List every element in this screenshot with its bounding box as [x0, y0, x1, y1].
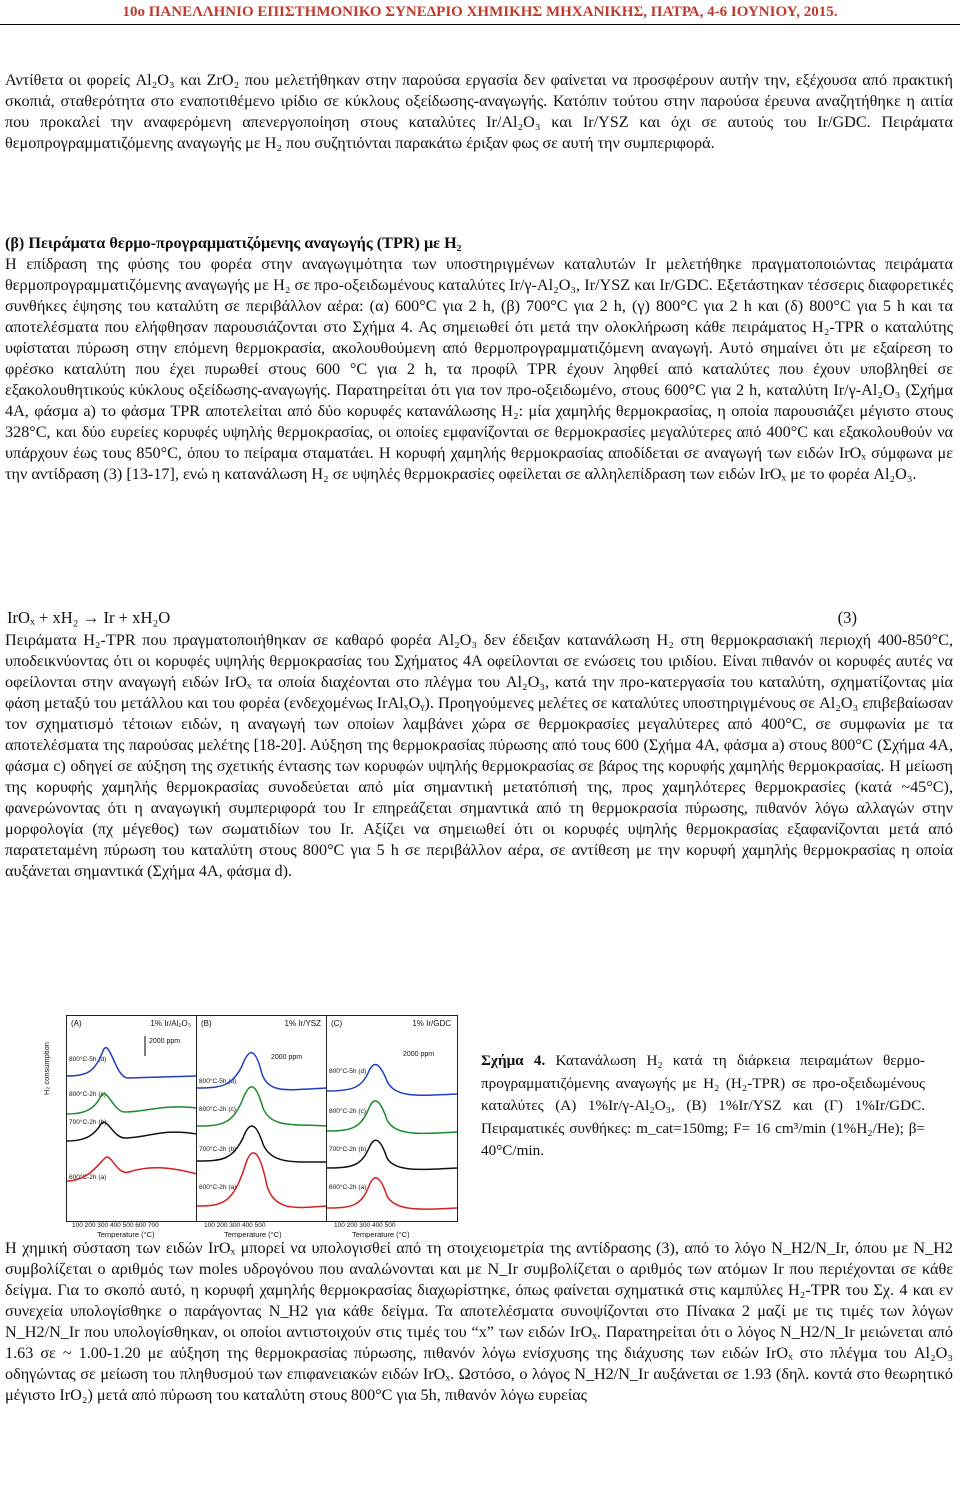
x-ticks-b: 100 200 300 400 500 [204, 1222, 266, 1229]
x-axis-label-c: Temperature (°C) [352, 1230, 410, 1239]
tpr-curves-b [197, 1016, 327, 1221]
curve-label-b: 700°C-2h (b) [199, 1146, 237, 1153]
x-ticks-a: 100 200 300 400 500 600 700 [72, 1222, 159, 1229]
equation-text: IrOₓ + xH₂ → Ir + xH₂O [7, 608, 171, 627]
x-axis-label-a: Temperature (°C) [97, 1230, 155, 1239]
curve-label-a: 600°C-2h (a) [199, 1184, 237, 1191]
conference-header: 10ο ΠΑΝΕΛΛΗΝΙΟ ΕΠΙΣΤΗΜΟΝΙΚΟ ΣΥΝΕΔΡΙΟ ΧΗΜΙΚΗΣ ΜΗΧΑΝΙΚΗΣ, ΠΑΤΡΑ, 4-6 ΙΟΥΝΙΟΥ, 2015. [122, 4, 838, 20]
panel-c [326, 1015, 458, 1222]
paragraph-4: Η χημική σύσταση των ειδών IrOₓ μπορεί να υπολογισθεί από τη στοιχειομετρία της αντίδρασης (3), από το λόγο N_H2/N_Ir, όπου με N_H2 συμβολίζεται ο αριθμός των moles υδρογόνου που αναλώνονται και με N_Ir συμβολίζεται ο αριθμός των ατόμων Ir που περιέχονται σε κάθε δείγμα. Για το σκοπό αυτό, η κορυφή χαμηλής θερμοκρασίας διαχωρίστηκε, όπως φαίνεται σχηματικά στις καμπύλες H₂-TPR του Σχ. 4 και εν συνεχεία υπολογίσθηκε ο παράγοντας N_H2 για κάθε δείγμα. Τα αποτελέσματα συνοψίζονται στο Πίνακα 2 μαζί με τις τιμές των λόγων N_H2/N_Ir που υπολογίσθηκαν, οι οποίοι αντιστοιχούν στις τιμές του “x” των ειδών IrOₓ. Παρατηρείται ότι ο λόγος N_H2/N_Ir μειώνεται από 1.63 σε ~ 1.00-1.20 με αύξηση της θερμοκρασίας πύρωσης, πιθανόν λόγω ενίσχυσης της διάχυσης των ειδών IrOₓ στο πλέγμα του Al₂O₃ οδηγώντας σε μείωση του πληθυσμού των επιφανειακών ειδών IrOₓ. Ωστόσο, ο λόγος N_H2/N_Ir αυξάνεται σε 1.93 (δηλ. κοντά στο θεωρητικό μέγιστο IrO₂) μετά από πύρωση του καταλύτη στους 800°C για 5h, πιθανόν λόγω ευρείας [5, 1239, 953, 1404]
panel-catalyst: 1% Ir/Al₂O₃ [150, 1019, 191, 1028]
x-axis-label-b: Temperature (°C) [224, 1230, 282, 1239]
curve-label-a: 600°C-2h (a) [69, 1174, 107, 1181]
caption-label: Σχήμα 4. [481, 1052, 546, 1069]
curve-label-c: 800°C-2h (c) [329, 1108, 366, 1115]
x-ticks-c: 100 200 300 400 500 [334, 1222, 396, 1229]
tpr-curves-a [67, 1016, 197, 1221]
curve-label-b: 700°C-2h (b) [329, 1146, 367, 1153]
figure-4 [42, 1015, 457, 1239]
section-b [5, 233, 953, 485]
panel-catalyst: 1% Ir/GDC [412, 1019, 451, 1028]
curve-label-d: 800°C-5h (d) [329, 1068, 367, 1075]
tpr-curves-c [327, 1016, 457, 1221]
curve-label-a: 600°C-2h (a) [329, 1184, 367, 1191]
curve-label-c: 800°C-2h (c) [199, 1106, 236, 1113]
paragraph-3: Πειράματα H₂-TPR που πραγματοποιήθηκαν σε καθαρό φορέα Al₂O₃ δεν έδειξαν κατανάλωση H₂ στη θερμοκρασιακή περιοχή 400-850°C, υποδεικνύοντας ότι οι κορυφές υψηλής θερμοκρασίας του Σχήματος 4A οφείλονται σε ενώσεις του ιριδίου. Είναι πιθανόν οι κορυφές αυτές να οφείλονται στην αναγωγή ειδών IrOₓ τα οποία διαχέονται στο πλέγμα του Al₂O₃, κατά την προ-κατεργασία του καταλύτη, σχηματίζοντας μία φάση μεταξύ του μετάλλου και του φορέα (ενδεχομένως IrAlₓOᵧ). Προηγούμενες μελέτες σε καταλύτες υποστηριγμένους σε Al₂O₃ επιβεβαίωσαν τον σχηματισμό τέτοιων ειδών, η αναγωγή των οποίων λαμβάνει χώρα σε θερμοκρασίες μεγαλύτερες από 400°C, σε συμφωνία με τα αποτελέσματα της παρούσας μελέτης [18-20]. Αύξηση της θερμοκρασίας πύρωσης από τους 600 (Σχήμα 4A, φάσμα a) στους 800°C (Σχήμα 4A, φάσμα c) οδηγεί σε αύξηση της σχετικής έντασης των κορυφών υψηλής θερμοκρασίας σε βάρος της κορυφής χαμηλής θερμοκρασίας. Η μείωση της κορυφής χαμηλής θερμοκρασίας συνοδεύεται από μία σημαντική μετατόπισή της, προς χαμηλότερες θερμοκρασίες (κατά ~45°C), φανερώνοντας ότι η αναγωγική συμπεριφορά του Ir επηρεάζεται σημαντικά από τη θερμοκρασία πύρωσης, πιθανόν λόγω αλλαγών στην μορφολογία (πχ μέγεθος) των σωματιδίων του Ir. Αξίζει να σημειωθεί ότι οι κορυφές υψηλής θερμοκρασίας εξαφανίζονται μετά από παρατεταμένη πύρωση του καταλύτη στους 800°C για 5 h σε περιβάλλον αέρα, σε αντίθεση με την κορυφή χαμηλής θερμοκρασίας η οποία αυξάνεται σημαντικά (Σχήμα 4A, φάσμα d). [5, 631, 953, 880]
equation-number: (3) [837, 608, 857, 627]
panel-label: (A) [71, 1019, 82, 1028]
paragraph-1: Αντίθετα οι φορείς Al₂O₃ και ZrO₂ που μελετήθηκαν στην παρούσα εργασία δεν φαίνεται να προσφέρουν αυτήν την, εξέχουσα από πρακτική σκοπιά, σταθερότητα στο εναποτιθέμενο ιρίδιο σε κύκλους οξείδωσης-αναγωγής. Κατόπιν τούτου στην παρούσα έρευνα αναζητήθηκε η αιτία που προκαλεί την αναφερόμενη απενεργοποίηση στους καταλύτες Ir/Al₂O₃ και Ir/YSZ και όχι σε αυτούς του Ir/GDC. Πειράματα θεμοπρογραμματιζόμενης αναγωγής με H₂ που συζητιόνται παρακάτω έριξαν φως σε αυτή την συμπεριφορά. [5, 71, 953, 152]
curve-label-c: 800°C-2h (c) [69, 1091, 106, 1098]
figure-caption [481, 1050, 925, 1163]
curve-label-b: 700°C-2h (b) [69, 1119, 107, 1126]
scale-bar-label: 2000 ppm [149, 1038, 181, 1045]
panel-a [66, 1015, 198, 1222]
section-heading: (β) Πειράματα θερμο-προγραμματιζόμενης αναγωγής (TPR) με H₂ [5, 234, 462, 252]
panel-label: (C) [331, 1019, 343, 1028]
panel-label: (B) [201, 1019, 212, 1028]
scale-bar-label: 2000 ppm [403, 1051, 435, 1058]
header-rule [0, 24, 960, 25]
paragraph-2: Η επίδραση της φύσης του φορέα στην αναγωγιμότητα των υποστηριγμένων καταλυτών Ir μελετήθηκε πραγματοποιώντας πειράματα θερμοπρογραμματιζόμενης αναγωγής με H₂ σε προ-οξειδωμένους καταλύτες Ir/γ-Al₂O₃, Ir/YSZ και Ir/GDC. Εξετάστηκαν τέσσερις διαφορετικές συνθήκες έψησης του καταλύτη σε περιβάλλον αέρα: (α) 600°C για 2 h, (β) 700°C για 2 h, (γ) 800°C για 2 h και (δ) 800°C για 5 h και τα αποτελέσματα που ελήφθησαν παρουσιάζονται στο Σχήμα 4. Ας σημειωθεί ότι μετά την ολοκλήρωση κάθε πειράματος H₂-TPR ο καταλύτης υφίσταται πύρωση στην επόμενη θερμοκρασία, ακολουθούμενη από θερμοπρογραμματιζόμενη αναγωγή. Αυτό σημαίνει ότι με εξαίρεση το φρέσκο καταλύτη που έχει πυρωθεί στους 600 °C για 2 h, τα προφίλ TPR έχουν ληφθεί από καταλύτες που έχουν υποβληθεί σε εξακολουθητικούς κύκλους οξείδωσης-αναγωγής. Παρατηρείται ότι για τον προ-οξειδωμένο, στους 600°C για 2 h, καταλύτη Ir/γ-Al₂O₃ (Σχήμα 4A, φάσμα a) το φάσμα TPR αποτελείται από δύο κορυφές κατανάλωσης H₂: μία χαμηλής θερμοκρασίας, η οποία παρουσιάζει μέγιστο στους 328°C, και δύο ευρείες κορυφές υψηλής θερμοκρασίας, οι οποίες εμφανίζονται σε θερμοκρασίες μεγαλύτερες από 400°C και εξακολουθούν να υπάρχουν έως τους 850°C, όπου το πείραμα σταματάει. Η κορυφή χαμηλής θερμοκρασίας αποδίδεται σε αναγωγή των ειδών IrOₓ σύμφωνα με την αντίδραση (3) [13-17], ενώ η κατανάλωση H₂ σε υψηλές θερμοκρασίες οφείλεται σε αλληλεπίδραση των ειδών IrOₓ με το φορέα Al₂O₃. [5, 255, 953, 483]
panel-b [196, 1015, 328, 1222]
scale-bar-label: 2000 ppm [271, 1054, 303, 1061]
panel-catalyst: 1% Ir/YSZ [284, 1019, 321, 1028]
curve-label-d: 800°C-5h (d) [69, 1056, 107, 1063]
curve-label-d: 800°C-5h (d) [199, 1078, 237, 1085]
caption-text: Κατανάλωση H₂ κατά τη διάρκεια πειραμάτων θερμο-προγραμματιζόμενης αναγωγής με H₂ (H₂-TPR) σε προ-οξειδωμένους καταλύτες (A) 1%Ir/γ-Al₂O₃, (B) 1%Ir/YSZ και (Γ) 1%Ir/GDC. Πειραματικές συνθήκες: m_cat=150mg; F= 16 cm³/min (1%H₂/He); β= 40°C/min. [481, 1052, 925, 1159]
equation-3 [7, 608, 947, 628]
y-axis-label: H₂ consumption [42, 1042, 51, 1095]
